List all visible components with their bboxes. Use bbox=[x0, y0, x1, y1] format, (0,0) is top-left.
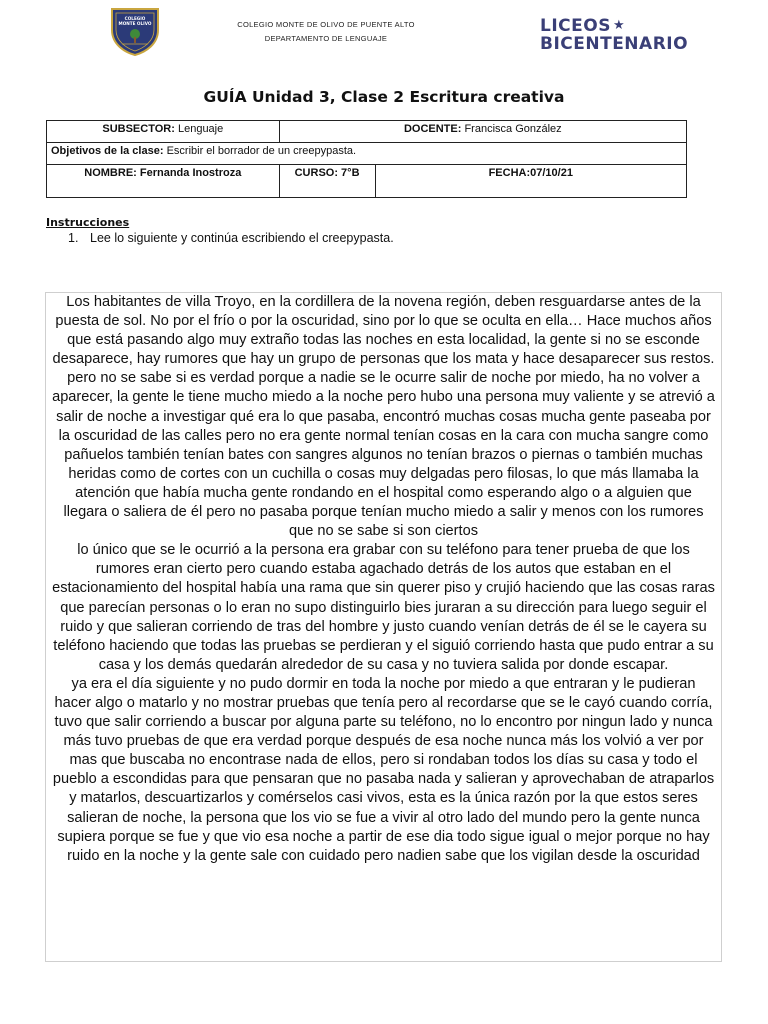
story-paragraph-1: Los habitantes de villa Troyo, en la cordillera de la novena región, deben resguardarse antes de la puesta de sol. No por el frío o por la oscuridad, sino por lo que se oculta en ella… Hace muchos años que está pasando algo muy extraño todas las noches en esta localidad, la gente si no se esconde desaparece, hay rumores que hay un grupo de personas que los mata y hace desaparecer sus restos. bbox=[52, 294, 715, 368]
objetivos-cell bbox=[47, 143, 687, 165]
instruction-number: 1. bbox=[68, 231, 79, 245]
docente-value: Francisca González bbox=[464, 123, 562, 135]
subsector-value: Lenguaje bbox=[177, 123, 224, 135]
page-header bbox=[0, 0, 768, 70]
info-row-objetivos bbox=[47, 143, 687, 165]
nombre-cell bbox=[47, 165, 280, 198]
docente-label: DOCENTE: bbox=[403, 123, 462, 135]
curso-cell bbox=[279, 165, 375, 198]
curso-text: CURSO: 7°B bbox=[294, 167, 360, 179]
objetivos-label: Objetivos de la clase: bbox=[51, 145, 164, 157]
star-icon: ★ bbox=[612, 18, 626, 33]
story-paragraph-4: ya era el día siguiente y no pudo dormir en toda la noche por miedo a que entraran y le pudieran hacer algo o matarlo y no mostrar pruebas que tenía pero al recordarse que se le cayó cuando corría, tuvo que salir corriendo a buscar por alguna parte su teléfono, no lo encontro por ningun lado y nunca más tuvo pruebas de que era verdad porque después de esa noche nunca más los volvió a ver por mas que buscaba no encontrase nada de ellos, pero si rondaban todos los días su casa y todo el pueblo a escondidas para que pensaran que no pasaba nada y salieran y aprovechaban de atraparlos y matarlos, descuartizarlos y comérselos casi vivos, esta es la única razón por la que estos seres salieran de noche, la persona que los vio se fue a vivir al otro lado del mundo pero la gente nunca supiera porque se fue y que vio esa noche a partir de ese dia todo sigue igual o mejor porque no hay ruido en la noche y la gente sale con cuidado pero nadien sabe que los vigilan desde la oscuridad bbox=[52, 675, 715, 864]
subsector-cell bbox=[47, 121, 280, 143]
crest-shield-icon bbox=[108, 6, 162, 56]
crest-text-line-1: COLEGIO bbox=[124, 16, 146, 21]
fecha-text: FECHA:07/10/21 bbox=[488, 167, 573, 179]
logo-line-2: BICENTENARIO bbox=[540, 34, 689, 54]
page-title: GUÍA Unidad 3, Clase 2 Escritura creativa bbox=[203, 88, 565, 106]
instruction-text: Lee lo siguiente y continúa escribiendo el creepypasta. bbox=[90, 231, 394, 245]
crest-text-line-2: MONTE OLIVO bbox=[118, 21, 152, 26]
instruction-item bbox=[68, 231, 394, 245]
department-name: DEPARTAMENTO DE LENGUAJE bbox=[264, 34, 388, 43]
liceos-bicentenario-logo bbox=[540, 17, 710, 53]
info-row-subsector bbox=[47, 121, 687, 143]
story-text-box bbox=[45, 292, 722, 962]
story-paragraph-3: lo único que se le ocurrió a la persona era grabar con su teléfono para tener prueba de que los rumores eran cierto pero cuando estaba agachado detrás de los autos que estaban en el estacionamiento del hospital había una rama que sin querer piso y crujió haciendo que las cosas raras que parecían personas o lo eran no supo distinguirlo bies juraran a su dirección para luego seguir el ruido y que salieran corriendo de tras del hombre y justo cuando venían detrás de él se le cayera su teléfono haciendo que todas las pruebas se perdieran y el siguió corriendo hasta que pudo entrar a su casa y los demás quedarán alrededor de su casa y no tuviera salida por donde escapar. bbox=[52, 542, 715, 673]
info-row-student bbox=[47, 165, 687, 198]
story-paragraph-2: pero no se sabe si es verdad porque a nadie se le ocurre salir de noche por miedo, ha no volver a aparecer, la gente le tiene mucho miedo a la noche pero hubo una persona muy valiente y se atrevió a salir de noche a investigar qué era lo que pasaba, encontró muchas cosas mucha gente paseaba por la oscuridad de las calles pero no era gente normal tenían cosas en la cara con mucha sangre como pañuelos también tenían bates con sangres algunos no tenían brazos o piernas o también muchas heridas como de cortes con un cuchilla o cosas muy delgadas pero filosas, lo que más llamaba la atención que había mucha gente rondando en el hospital como esperando algo o a alguien que llegara o saliera de él pero no pasaba porque tenían mucho miedo a salir y menos con los rumores que no se sabe si son ciertos bbox=[52, 370, 715, 540]
objetivos-value: Escribir el borrador de un creepypasta. bbox=[166, 145, 357, 157]
logo-line-1: LICEOS bbox=[540, 16, 611, 36]
docente-cell bbox=[279, 121, 686, 143]
school-name: COLEGIO MONTE DE OLIVO DE PUENTE ALTO bbox=[237, 20, 415, 29]
story-text bbox=[52, 293, 715, 866]
school-heading bbox=[200, 18, 452, 46]
school-crest-logo bbox=[108, 6, 162, 56]
subsector-label: SUBSECTOR: bbox=[102, 123, 175, 135]
class-info-table bbox=[46, 120, 687, 198]
nombre-text: NOMBRE: Fernanda Inostroza bbox=[84, 167, 242, 179]
instructions-title: Instrucciones bbox=[46, 216, 130, 229]
fecha-cell bbox=[375, 165, 686, 198]
